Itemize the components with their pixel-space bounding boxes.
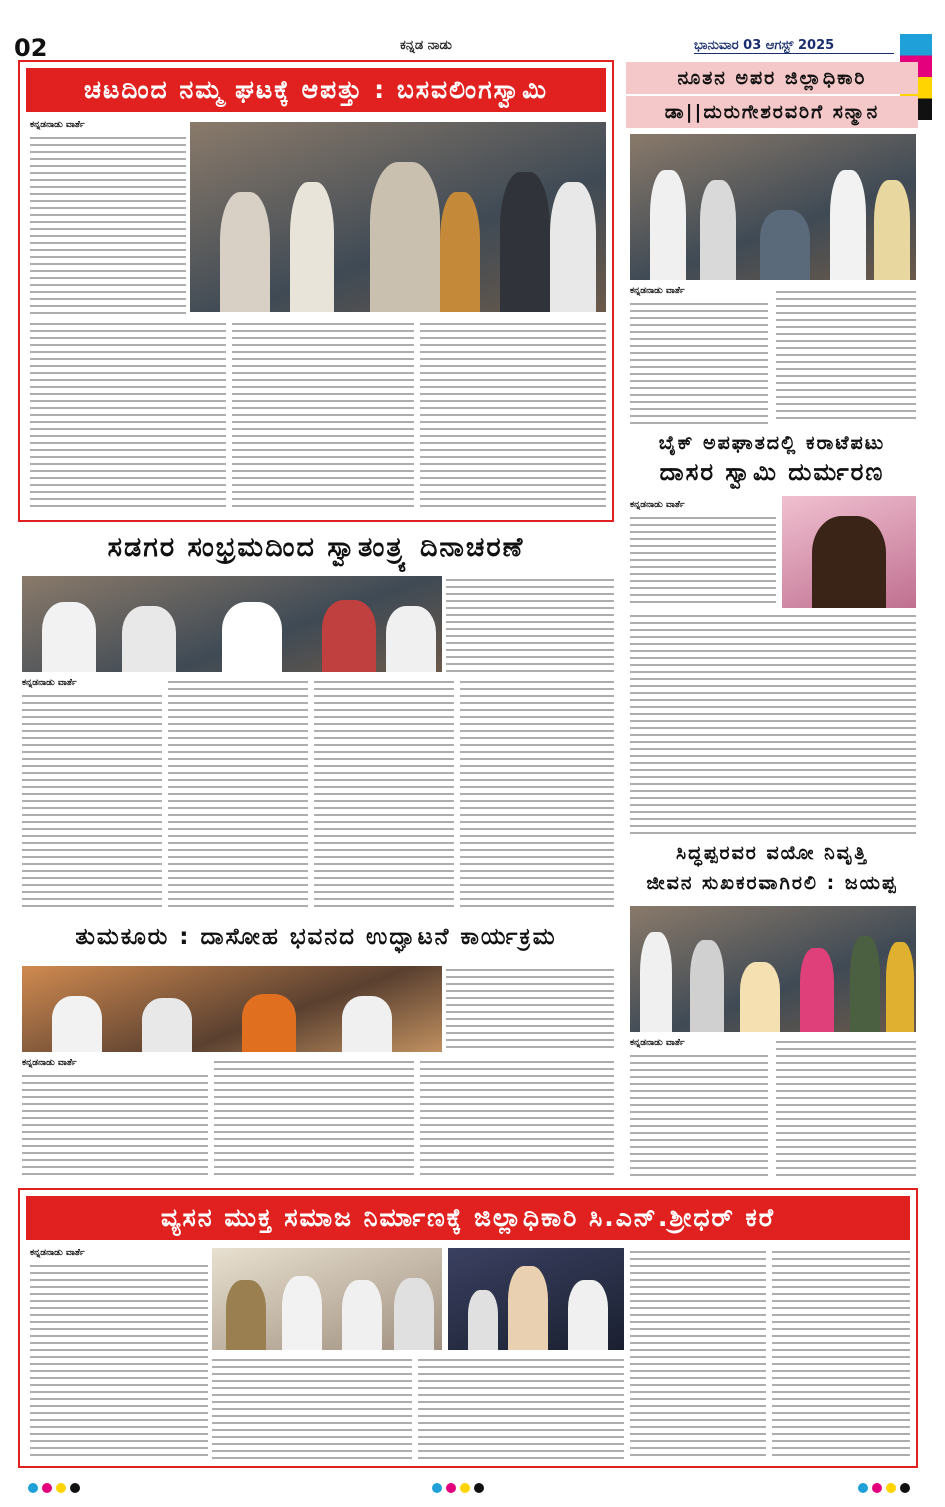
- article-text: [22, 692, 162, 910]
- article-text: [446, 576, 614, 672]
- article-photo: [630, 134, 916, 280]
- article-photo: [22, 576, 442, 672]
- victim-portrait-photo: [782, 496, 916, 608]
- article-text: [630, 1052, 768, 1180]
- article-text: [418, 1356, 624, 1460]
- article-text: [30, 320, 226, 512]
- article-text: [460, 678, 614, 910]
- article-text: [22, 1072, 208, 1180]
- byline: ಕನ್ನಡನಾಡು ವಾರ್ತೆ: [22, 1058, 77, 1068]
- headline: ಸಡಗರ ಸಂಭ್ರಮದಿಂದ ಸ್ವಾತಂತ್ರ್ಯ ದಿನಾಚರಣೆ: [107, 532, 525, 563]
- article-text: [212, 1356, 412, 1460]
- byline: ಕನ್ನಡನಾಡು ವಾರ್ತೆ: [630, 286, 685, 296]
- article-text: [630, 514, 776, 606]
- byline: ಕನ್ನಡನಾಡು ವಾರ್ತೆ: [22, 678, 77, 688]
- masthead: ಕನ್ನಡ ನಾಡು: [400, 38, 452, 53]
- article-text: [168, 678, 308, 910]
- article-text: [630, 300, 768, 424]
- headline-line-2: ಡಾ||ದುರುಗೇಶರವರಿಗೆ ಸನ್ಮಾನ: [626, 96, 918, 128]
- article-text: [232, 320, 414, 512]
- registration-dots-left: [26, 1478, 82, 1497]
- byline: ಕನ್ನಡನಾಡು ವಾರ್ತೆ: [630, 1038, 685, 1048]
- registration-dots-center: [430, 1478, 486, 1497]
- article-text: [630, 1248, 766, 1460]
- byline: ಕನ್ನಡನಾಡು ವಾರ್ತೆ: [30, 120, 85, 130]
- issue-date: ಭಾನುವಾರ 03 ಆಗಸ್ಟ್ 2025: [694, 38, 894, 54]
- headline-line-2: ಜೀವನ ಸುಖಕರವಾಗಿರಲಿ : ಜಯಪ್ಪ: [646, 872, 898, 894]
- article-text: [630, 612, 916, 834]
- article-photo: [212, 1248, 442, 1350]
- article-basavalingaswamy: [18, 60, 614, 522]
- article-text: [772, 1248, 910, 1460]
- headline-line-1: ಸಿದ್ಧಪ್ಪರವರ ವಯೋ ನಿವೃತ್ತಿ: [675, 842, 868, 864]
- article-photo: [190, 122, 606, 312]
- headline: ತುಮಕೂರು : ದಾಸೋಹ ಭವನದ ಉದ್ಘಾಟನೆ ಕಾರ್ಯಕ್ರಮ: [75, 924, 557, 950]
- article-text: [776, 1038, 916, 1180]
- byline: ಕನ್ನಡನಾಡು ವಾರ್ತೆ: [30, 1248, 85, 1258]
- article-text: [30, 134, 186, 314]
- article-text: [420, 320, 606, 512]
- article-text: [214, 1058, 414, 1180]
- page-number: 02: [14, 34, 48, 62]
- headline: ವ್ಯಸನ ಮುಕ್ತ ಸಮಾಜ ನಿರ್ಮಾಣಕ್ಕೆ ಜಿಲ್ಲಾಧಿಕಾರಿ ಸಿ.ಎನ್.ಶ್ರೀಧರ್ ಕರೆ: [26, 1196, 910, 1240]
- article-text: [30, 1262, 208, 1460]
- byline: ಕನ್ನಡನಾಡು ವಾರ್ತೆ: [630, 500, 685, 510]
- article-text: [420, 1058, 614, 1180]
- headline: ಚಟದಿಂದ ನಮ್ಮ ಘಟಕ್ಕೆ ಆಪತ್ತು : ಬಸವಲಿಂಗಸ್ವಾಮಿ: [26, 68, 606, 112]
- registration-dots-right: [856, 1478, 912, 1497]
- headline-line-1: ನೂತನ ಅಪರ ಜಿಲ್ಲಾಧಿಕಾರಿ: [626, 62, 918, 94]
- article-deaddiction: [18, 1188, 918, 1468]
- article-photo: [448, 1248, 624, 1350]
- headline-line-2: ದಾಸರ ಸ್ವಾಮಿ ದುರ್ಮರಣ: [659, 458, 885, 486]
- article-photo: [22, 966, 442, 1052]
- article-text: [776, 288, 916, 424]
- headline-line-1: ಬೈಕ್ ಅಪಘಾತದಲ್ಲಿ ಕರಾಟೆಪಟು: [658, 432, 886, 454]
- article-photo: [630, 906, 916, 1032]
- article-text: [446, 966, 614, 1052]
- article-text: [314, 678, 454, 910]
